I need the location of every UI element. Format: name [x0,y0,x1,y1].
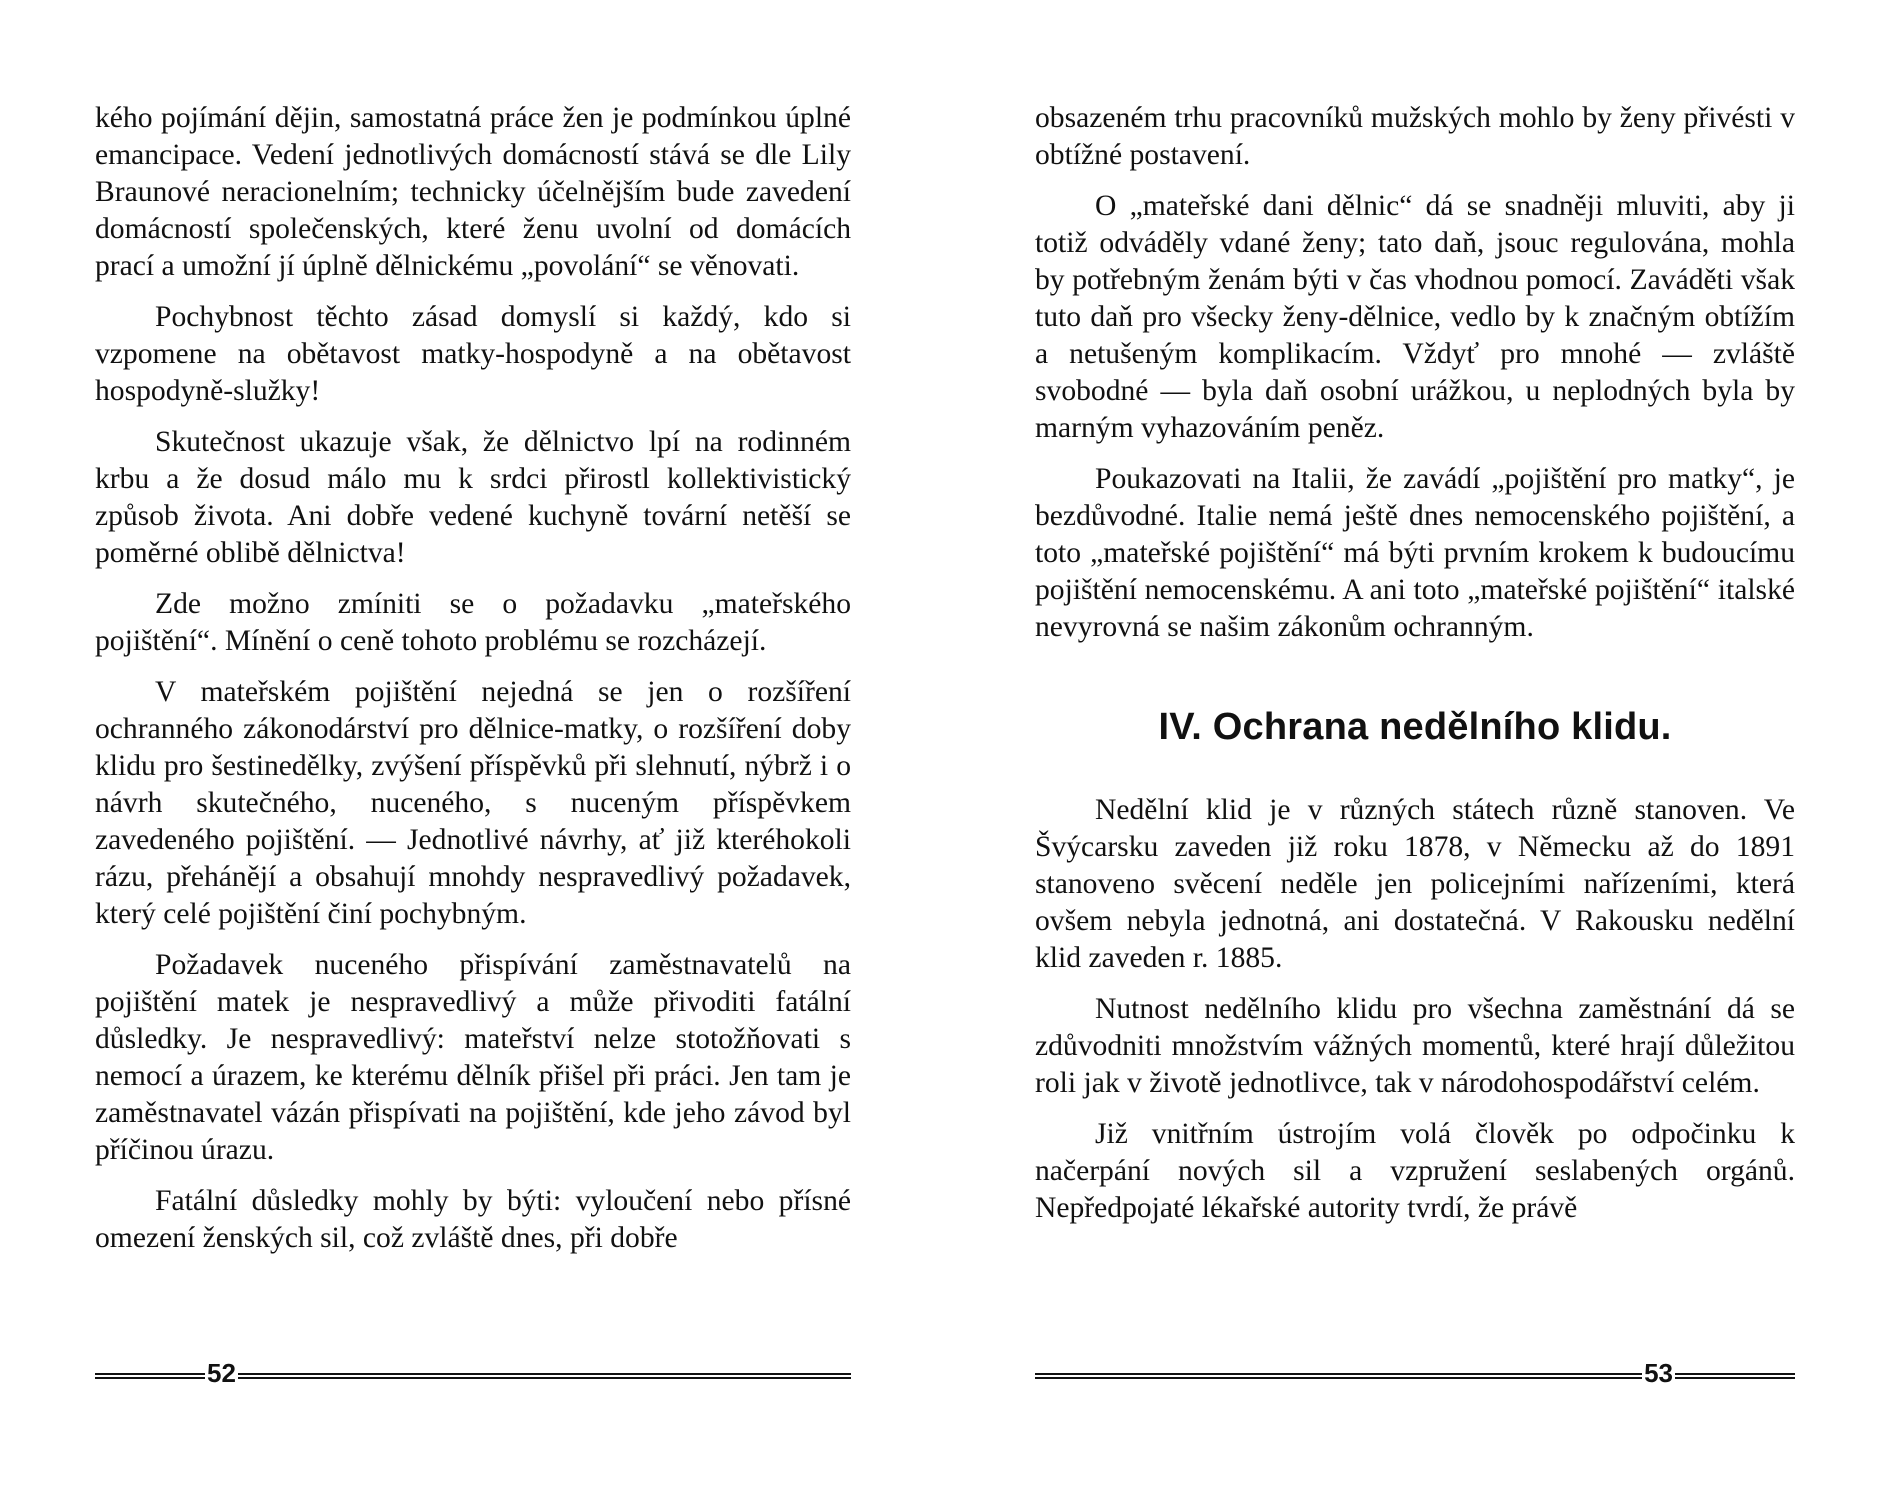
footer-rule [95,1373,205,1379]
page-number: 53 [1644,1358,1673,1388]
left-page-text [95,100,851,1325]
right-page [1035,100,1795,1388]
paragraph: obsazeném trhu pracovníků mužských mohlo by ženy přivésti v obtížné postavení. [1035,102,1795,171]
paragraph: Již vnitřním ústrojím volá člověk po odpočinku k načerpání nových sil a vzpružení seslabených orgánů. Nepředpojaté lékařské autority tvrdí, že právě [1035,1118,1795,1224]
paragraph: kého pojímání dějin, samostatná práce žen je podmínkou úplné emancipace. Vedení jednotlivých domácností stává se dle Lily Braunové neracionelním; technicky účelnějším bude zavedení domácností společenských, které ženu uvolní od domácích prací a umožní jí úplně dělnickému „povolání“ se věnovati. [95,102,851,282]
paragraph: Požadavek nuceného přispívání zaměstnavatelů na pojištění matek je nespravedlivý a může přivoditi fatální důsledky. Je nespravedlivý: mateřství nelze stotožňovati s nemocí a úrazem, ke kterému dělník přišel při práci. Jen tam je zaměstnavatel vázán přispívati na pojištění, kde jeho závod byl příčinou úrazu. [95,949,851,1166]
paragraph: O „mateřské dani dělnic“ dá se snadněji mluviti, aby ji totiž odváděly vdané ženy; tato daň, jsouc regulována, mohla by potřebným ženám býti v čas vhodnou pomocí. Zaváděti však tuto daň pro všecky ženy-dělnice, vedlo by k značným obtížím a netušeným komplikacím. Vždyť pro mnohé — zvláště svobodné — byla daň osobní urážkou, u neplodných byla by marným vyhazováním peněz. [1035,190,1795,444]
paragraph: Skutečnost ukazuje však, že dělnictvo lpí na rodinném krbu a že dosud málo mu k srdci přirostl kollektivistický způsob života. Ani dobře vedené kuchyně tovární netěší se poměrné oblibě dělnictva! [95,426,851,569]
right-page-text [1035,100,1795,1325]
paragraph: Pochybnost těchto zásad domyslí si každý, kdo si vzpomene na obětavost matky-hospodyně a na obětavost hospodyně-služky! [95,301,851,407]
page-number: 52 [207,1358,236,1388]
footer-rule [238,1373,851,1379]
left-page-footer [95,1358,851,1388]
paragraph: Nutnost nedělního klidu pro všechna zaměstnání dá se zdůvodniti množstvím vážných momentů, které hrají důležitou roli jak v životě jednotlivce, tak v národohospodářství celém. [1035,993,1795,1099]
footer-rule [1675,1373,1795,1379]
footer-rule [1035,1373,1642,1379]
right-page-footer [1035,1358,1795,1388]
paragraph: Poukazovati na Italii, že zavádí „pojištění pro matky“, je bezdůvodné. Italie nemá ještě dnes nemocenského pojištění, a toto „mateřské pojištění“ má býti prvním krokem k budoucímu pojištění nemocenskému. A ani toto „mateřské pojištění“ italské nevyrovná se našim zákonům ochranným. [1035,463,1795,643]
paragraph: Nedělní klid je v různých státech různě stanoven. Ve Švýcarsku zaveden již roku 1878, v Německu až do 1891 stanoveno svěcení neděle jen policejními nařízeními, která ovšem nebyla jednotná, ani dostatečná. V Rakousku nedělní klid zaveden r. 1885. [1035,794,1795,974]
paragraph: Fatální důsledky mohly by býti: vyloučení nebo přísné omezení ženských sil, což zvláště dnes, při dobře [95,1185,851,1254]
section-heading: IV. Ochrana nedělního klidu. [1158,706,1672,748]
paragraph: Zde možno zmíniti se o požadavku „mateřského pojištění“. Mínění o ceně tohoto problému se rozcházejí. [95,588,851,657]
paragraph: V mateřském pojištění nejedná se jen o rozšíření ochranného zákonodárství pro dělnice-matky, o rozšíření doby klidu pro šestinedělky, zvýšení příspěvků při slehnutí, nýbrž i o návrh skutečného, nuceného, s nuceným příspěvkem zavedeného pojištění. — Jednotlivé návrhy, ať již kteréhokoli rázu, přehánějí a obsahují mnohdy nespravedlivý požadavek, který celé pojištění činí pochybným. [95,676,851,930]
left-page [95,100,851,1388]
